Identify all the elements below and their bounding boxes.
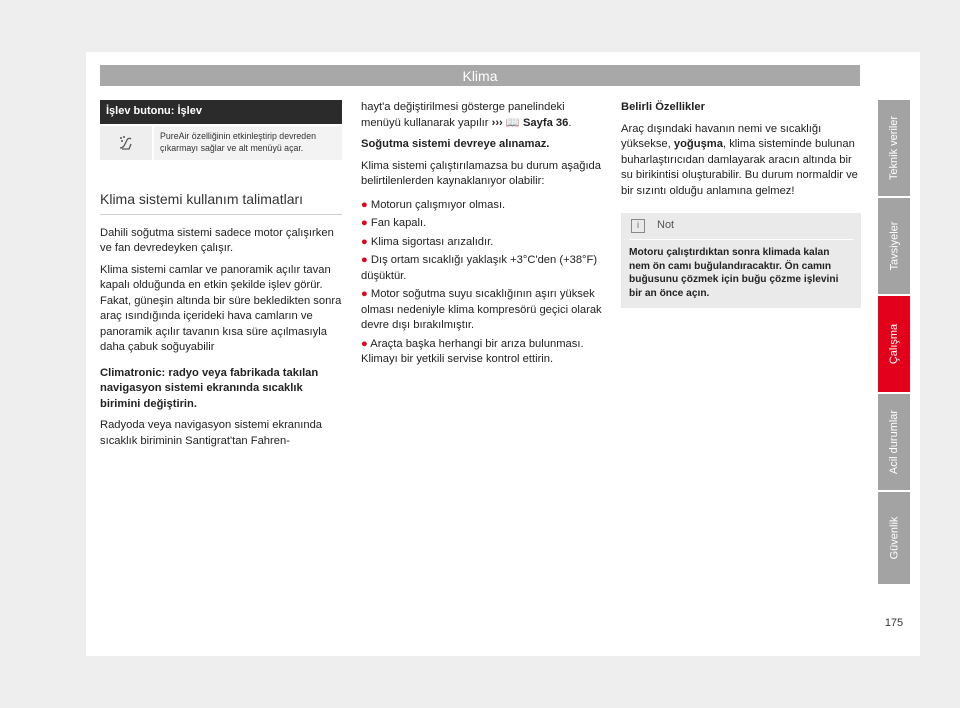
list-item: ● Motorun çalışmıyor olması.: [361, 198, 506, 211]
paragraph: Klima sistemi çalıştırılamazsa bu durum aşağıda belirtilenlerden kaynaklanıyor olabilir:: [361, 159, 602, 187]
tab-guvenlik[interactable]: Güvenlik: [878, 492, 910, 584]
subheading: Soğutma sistemi devreye alınamaz.: [361, 138, 550, 150]
list-item: ● Araçta başka herhangi bir arıza bulunması. Klimayı bir yetkili servise kontrol ettirin.: [361, 337, 584, 365]
list-item: ● Klima sigortası arızalıdır.: [361, 235, 494, 248]
table-cell-description: PureAir özelliğinin etkinleştirip devreden çıkarmayı sağlar ve alt menüyü açar.: [152, 126, 342, 160]
book-icon: 📖: [505, 116, 520, 129]
tab-calisma[interactable]: Çalışma: [878, 296, 910, 392]
page-header: [100, 65, 860, 86]
header-title: Klima: [462, 67, 498, 84]
paragraph: Dahili soğutma sistemi sadece motor çalışırken ve fan devredeyken çalışır.: [100, 226, 334, 254]
paragraph: Radyoda veya navigasyon sistemi ekranında sıcaklık biriminin Santigrat'tan Fahren-: [100, 419, 323, 447]
note-label: Not: [657, 219, 675, 232]
subheading: Climatronic: radyo veya fabrikada takılan navigasyon sistemi ekranında sıcaklık birimini değiştirin.: [100, 366, 319, 410]
paragraph: Klima sistemi camlar ve panoramik açılır tavan kapalı olduğunda en etkin şekilde işlev görür. Fakat, güneşin altında bir süre bekledikten sonra araç ısındığında içerideki hava camların ve panoramik açılır tavanın kısa süre açılmasıyla daha çabuk soğuyabilir: [100, 263, 342, 353]
list-item: ● Motor soğutma suyu sıcaklığının aşırı yüksek olması nedeniyle klima kompresörü geçici olarak devre dışı bırakılmıştır.: [361, 288, 602, 331]
info-icon: i: [631, 219, 645, 233]
column-left: [100, 100, 342, 449]
tab-acil-durumlar[interactable]: Acil durumlar: [878, 394, 910, 490]
table-row: [100, 126, 342, 160]
page-link[interactable]: Sayfa 36: [522, 116, 569, 129]
paragraph: Araç dışındaki havanın nemi ve sıcaklığı yüksekse, yoğuşma, klima sisteminde bulunan buharlaştırıcıdan damlayarak aracın altında bir su birikintisi oluşturabilir. Bu durum normaldir ve bir sızıntı olduğu anlamına gelmez!: [621, 122, 858, 197]
tab-tavsiyeler[interactable]: Tavsiyeler: [878, 198, 910, 294]
note-box: [621, 213, 861, 308]
note-body: Motoru çalıştırdıktan sonra klimada kalan nem ön camı buğulandıracaktır. Ön camın buğusunu çözmek için buğu çözme işlevini bir an önce açın.: [629, 247, 839, 299]
list-item: ● Dış ortam sıcaklığı yaklaşık +3°C'den (+38°F) düşüktür.: [361, 254, 598, 282]
bullet-list: [361, 198, 603, 368]
tab-teknik-veriler[interactable]: Teknik veriler: [878, 100, 910, 196]
table-header: İşlev butonu: İşlev: [100, 100, 342, 124]
pureair-icon: [100, 126, 152, 160]
list-item: ● Fan kapalı.: [361, 217, 427, 229]
page-number: 175: [884, 617, 904, 629]
note-header: [629, 213, 853, 240]
column-middle: [361, 100, 603, 368]
page-link-arrows[interactable]: ›››: [491, 116, 503, 129]
paragraph: hayt'a değiştirilmesi gösterge panelindeki menüyü kullanarak yapılır ››› 📖 Sayfa 36.: [361, 101, 572, 129]
subheading: Belirli Özellikler: [621, 101, 705, 113]
section-title: Klima sistemi kullanım talimatları: [100, 192, 342, 215]
column-right: [621, 100, 861, 308]
